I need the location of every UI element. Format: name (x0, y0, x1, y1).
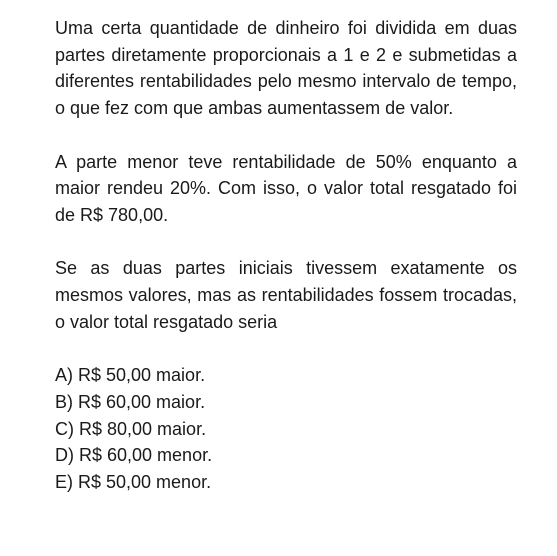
question-paragraph-1: Uma certa quantidade de dinheiro foi dividida em duas partes diretamente proporcionais a 1 e 2 e submetidas a diferentes rentabilidades pelo mesmo intervalo de tempo, o que fez com que ambas aumentassem de valor. (55, 18, 517, 119)
answer-option-e: E) R$ 50,00 menor. (55, 471, 212, 492)
answer-option-a: A) R$ 50,00 maior. (55, 365, 206, 386)
question-block (55, 15, 517, 496)
answer-option-b: B) R$ 60,00 maior. (55, 391, 206, 412)
question-paragraph-3: Se as duas partes iniciais tivessem exatamente os mesmos valores, mas as rentabilidades fossem trocadas, o valor total resgatado seria (55, 258, 517, 332)
answer-option-c: C) R$ 80,00 maior. (55, 418, 207, 439)
question-paragraph-2: A parte menor teve rentabilidade de 50% enquanto a maior rendeu 20%. Com isso, o valor total resgatado foi de R$ 780,00. (55, 151, 517, 225)
answer-option-d: D) R$ 60,00 menor. (55, 445, 213, 466)
answer-options-list (55, 362, 517, 496)
